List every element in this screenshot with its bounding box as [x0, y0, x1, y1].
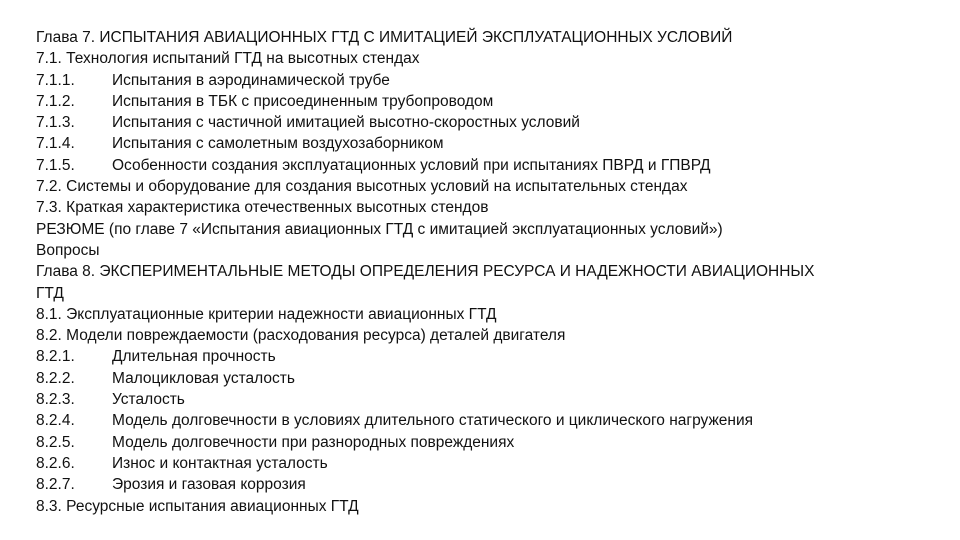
- section-7-1-1: [36, 70, 936, 91]
- table-of-contents: [36, 27, 936, 517]
- section-7-1-3: [36, 112, 936, 133]
- section-8-1: 8.1. Эксплуатационные критерии надежности авиационных ГТД: [36, 305, 497, 323]
- section-8-2-7: [36, 474, 936, 495]
- section-7-3: 7.3. Краткая характеристика отечественных высотных стендов: [36, 199, 489, 217]
- section-number: 8.2.2.: [36, 369, 75, 387]
- section-text: Модель долговечности в условиях длительного статического и циклического нагружения: [112, 412, 754, 430]
- section-text: Длительная прочность: [112, 348, 276, 366]
- section-8-2-1: [36, 346, 936, 367]
- section-8-2-4: [36, 410, 936, 431]
- section-number: 8.2.3.: [36, 391, 75, 409]
- section-text: Малоцикловая усталость: [112, 369, 295, 387]
- section-text: Испытания с самолетным воздухозаборником: [112, 135, 444, 153]
- section-number: 8.2.1.: [36, 348, 75, 366]
- section-8-2: 8.2. Модели повреждаемости (расходования ресурса) деталей двигателя: [36, 327, 566, 345]
- section-number: 7.1.1.: [36, 71, 75, 89]
- chapter-7-title: Глава 7. ИСПЫТАНИЯ АВИАЦИОННЫХ ГТД С ИМИТАЦИЕЙ ЭКСПЛУАТАЦИОННЫХ УСЛОВИЙ: [36, 29, 733, 46]
- section-number: 7.1.5.: [36, 156, 75, 174]
- section-text: Эрозия и газовая коррозия: [112, 476, 306, 494]
- section-8-3: 8.3. Ресурсные испытания авиационных ГТД: [36, 497, 359, 515]
- section-number: 8.2.4.: [36, 412, 75, 430]
- questions-line: Вопросы: [36, 241, 100, 259]
- section-text: Испытания с частичной имитацией высотно-скоростных условий: [112, 114, 580, 132]
- section-number: 7.1.4.: [36, 135, 75, 153]
- section-7-2: 7.2. Системы и оборудование для создания высотных условий на испытательных стендах: [36, 178, 688, 196]
- section-text: Износ и контактная усталость: [112, 454, 328, 472]
- section-text: Усталость: [112, 391, 185, 409]
- section-number: 8.2.7.: [36, 476, 75, 494]
- section-8-2-2: [36, 368, 936, 389]
- section-text: Особенности создания эксплуатационных условий при испытаниях ПВРД и ГПВРД: [112, 156, 711, 174]
- section-text: Модель долговечности при разнородных повреждениях: [112, 433, 515, 451]
- section-7-1: 7.1. Технология испытаний ГТД на высотных стендах: [36, 50, 420, 68]
- section-8-2-5: [36, 432, 936, 453]
- section-8-2-6: [36, 453, 936, 474]
- section-number: 7.1.2.: [36, 92, 75, 110]
- section-7-1-5: [36, 155, 936, 176]
- section-number: 8.2.6.: [36, 454, 75, 472]
- section-7-1-4: [36, 133, 936, 154]
- summary-line: РЕЗЮМЕ (по главе 7 «Испытания авиационных ГТД с имитацией эксплуатационных условий»): [36, 220, 723, 238]
- section-number: 8.2.5.: [36, 433, 75, 451]
- section-8-2-3: [36, 389, 936, 410]
- section-7-1-2: [36, 91, 936, 112]
- section-text: Испытания в ТБК с присоединенным трубопроводом: [112, 92, 494, 110]
- section-text: Испытания в аэродинамической трубе: [112, 71, 390, 89]
- chapter-8-title: Глава 8. ЭКСПЕРИМЕНТАЛЬНЫЕ МЕТОДЫ ОПРЕДЕЛЕНИЯ РЕСУРСА И НАДЕЖНОСТИ АВИАЦИОННЫХ ГТД: [36, 263, 815, 302]
- section-number: 7.1.3.: [36, 114, 75, 132]
